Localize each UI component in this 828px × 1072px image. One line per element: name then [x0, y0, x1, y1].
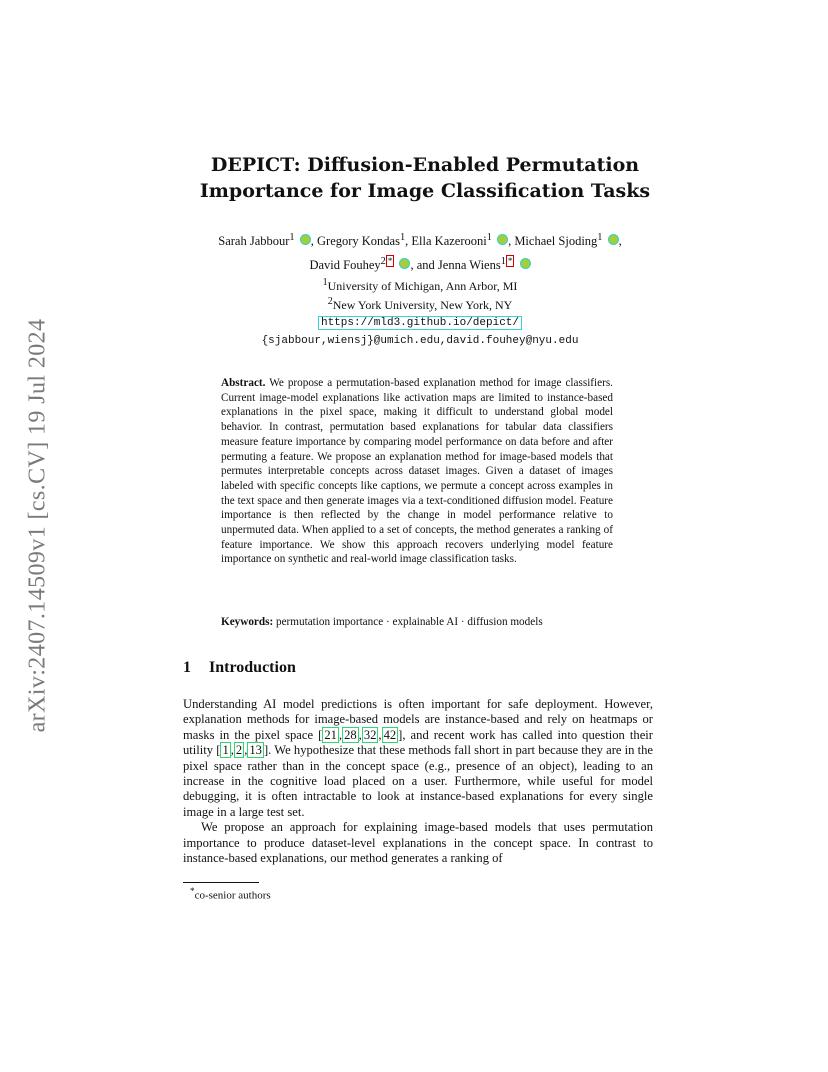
- orcid-icon[interactable]: [520, 258, 531, 269]
- author-name: David Fouhey: [309, 258, 381, 273]
- footnote-rule: [183, 882, 259, 883]
- abstract: [221, 376, 613, 567]
- author-list: Sarah Jabbour$^1$ , Gregory Kondas$^1$, Ella Kazerooni$^1$ , Michael Sjoding$^1$ , David Fouhey$^2$ * , and Jenna Wiens$^1$ *: [218, 232, 622, 273]
- orcid-icon[interactable]: [608, 234, 619, 245]
- intro-body: [183, 697, 653, 866]
- citation-link[interactable]: 1: [222, 743, 229, 758]
- keywords-text: permutation importance · explainable AI · diffusion models: [276, 616, 543, 628]
- author-name: Michael Sjoding: [514, 234, 598, 249]
- citation-link[interactable]: 13: [249, 743, 262, 758]
- arxiv-sidebar: [16, 290, 60, 760]
- author-name: and Jenna Wiens: [416, 258, 501, 273]
- citation-link[interactable]: 21: [324, 727, 337, 742]
- citation-link[interactable]: 28: [344, 727, 357, 742]
- footnote-link[interactable]: *: [507, 256, 513, 267]
- affiliation-line: New York University, New York, NY: [332, 298, 513, 312]
- citation-link[interactable]: 2: [235, 743, 243, 758]
- orcid-icon[interactable]: [399, 258, 410, 269]
- author-name: Ella Kazerooni: [411, 234, 487, 249]
- author-name: Gregory Kondas: [317, 234, 400, 249]
- citation-link[interactable]: 32: [363, 727, 377, 742]
- author-name: Sarah Jabbour: [218, 234, 290, 249]
- paragraph: We propose an approach for explaining image-based models that uses permutation importance to produce dataset-level explanations in the concept space. In contrast to instance-based explanations, our method generates a ranking of: [183, 820, 653, 866]
- paragraph: Understanding AI model predictions is often important for safe deployment. However, explanation methods for image-based models are instance-based and rely on heatmaps or masks in the pixel space [ 21 , 28 , 32 , 42 ], and recent work has called into question their utility [ 1 , 2 , 13 ]. We hypothesize that these methods fall short in part because they are in the pixel space rather than in the concept space (e.g., presence of an object), leading to an increase in the cognitive load placed on a user. Furthermore, while useful for model debugging, it is often intractable to look at instance-based explanations for every single image in a large test set.: [183, 697, 654, 819]
- email-addresses: {sjabbour,wiensj}@umich.edu,david.fouhey@nyu.edu: [261, 335, 579, 347]
- section-title: Introduction: [209, 659, 296, 676]
- arxiv-identifier: arXiv:2407.14509v1 [cs.CV] 19 Jul 2024: [24, 318, 51, 732]
- abstract-text: We propose a permutation-based explanation method for image classifiers. Current image-model explanations like activation maps are limited to instance-based explanations in the pixel space, making it difficult to understand global model behavior. In contrast, permutation based explanations for tabular data classifiers measure feature importance by comparing model performance on data before and after permuting a feature. We propose an explanation method for image-based models that permutes interpretable concepts across dataset images. Given a dataset of images labeled with specific concepts like captions, we permute a concept across examples in the text space and then generate images via a text-conditioned diffusion model. Feature importance is then reflected by the change in model performance relative to unpermuted data. When applied to a set of concepts, the method generates a ranking of feature importance. We show this approach recovers underlying model feature importance on synthetic and real-world image classification tasks.: [221, 377, 613, 566]
- footnote: *co-senior authors: [190, 886, 271, 902]
- affiliations: $^1$University of Michigan, Ann Arbor, MI $^2$New York University, New York, NY https://mld3.github.io/depict/ {sjabbour,wiensj}@umich.edu,david.fouhey@nyu.edu: [261, 277, 579, 347]
- section-heading: [183, 659, 296, 677]
- abstract-label: Abstract.: [221, 377, 266, 389]
- orcid-icon[interactable]: [497, 234, 508, 245]
- affiliation-line: University of Michigan, Ann Arbor, MI: [327, 279, 518, 293]
- project-url-link[interactable]: https://mld3.github.io/depict/: [318, 316, 522, 330]
- keywords: [221, 615, 621, 630]
- keywords-label: Keywords:: [221, 616, 274, 628]
- section-number: 1: [183, 659, 191, 676]
- footnote-link[interactable]: *: [387, 256, 393, 267]
- orcid-icon[interactable]: [300, 234, 311, 245]
- citation-link[interactable]: 42: [383, 727, 397, 742]
- paper-title: DEPICT: Diffusion-Enabled Permutation Importance for Image Classification Tasks: [199, 154, 651, 202]
